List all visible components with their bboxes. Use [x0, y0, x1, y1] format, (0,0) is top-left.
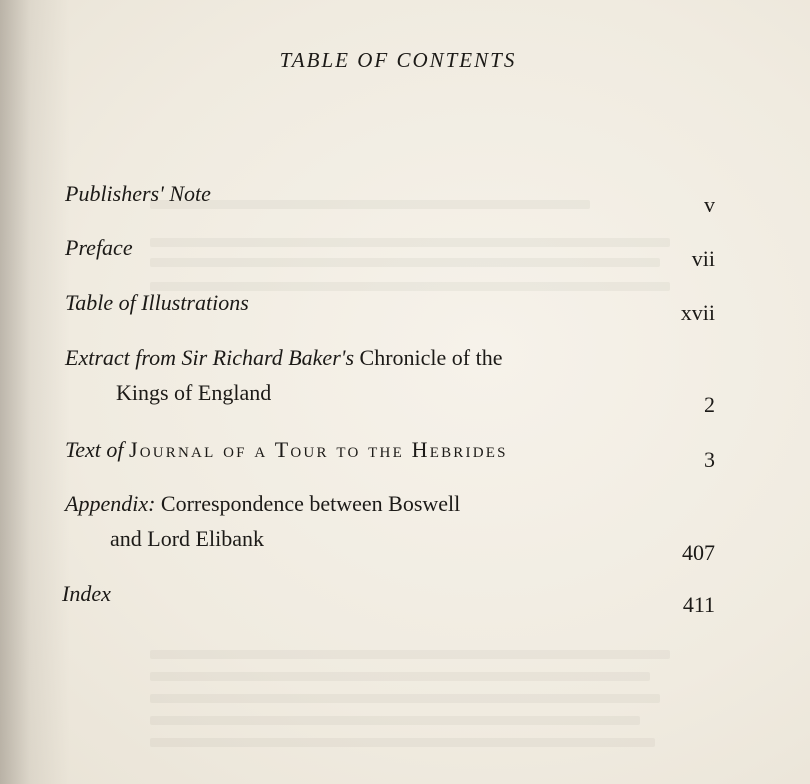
bleed-through — [150, 694, 660, 703]
toc-entry-extract — [65, 341, 503, 375]
bleed-through — [150, 650, 670, 659]
toc-entry-text — [65, 433, 508, 467]
toc-entry-label-italic: Appendix: — [65, 491, 156, 516]
toc-entry-label-italic: Extract from Sir Richard Baker's — [65, 345, 355, 370]
toc-entry-appendix — [65, 487, 460, 521]
toc-entry-table-of-illustrations: Table of Illustrations — [65, 290, 249, 315]
toc-entry-continuation: Kings of England — [116, 380, 272, 405]
bleed-through — [150, 238, 670, 247]
bleed-through — [150, 738, 655, 747]
toc-entry-index: Index — [62, 581, 111, 606]
toc-page-number: xvii — [680, 300, 715, 325]
toc-entry-publishers-note: Publishers' Note — [65, 181, 211, 206]
page-title: TABLE OF CONTENTS — [279, 48, 517, 72]
toc-entry-label-italic: Text of — [65, 437, 124, 462]
toc-page-number: vii — [691, 246, 715, 271]
toc-page-number: 407 — [682, 540, 715, 565]
toc-entry-label-roman: Correspondence between Boswell — [160, 491, 461, 516]
bleed-through — [150, 200, 590, 209]
toc-entry-label-smallcaps: Journal of a Tour to the Hebrides — [128, 437, 508, 462]
toc-entry-continuation: and Lord Elibank — [110, 526, 264, 551]
toc-page-number: 411 — [682, 592, 715, 617]
bleed-through — [150, 716, 640, 725]
toc-entry-label-roman: Chronicle of the — [359, 345, 503, 370]
bleed-through — [150, 672, 650, 681]
toc-page-number: 3 — [704, 447, 715, 472]
bleed-through — [150, 258, 660, 267]
toc-page-number: 2 — [704, 392, 715, 417]
toc-page-number: v — [704, 192, 715, 217]
toc-entry-preface: Preface — [65, 235, 133, 260]
